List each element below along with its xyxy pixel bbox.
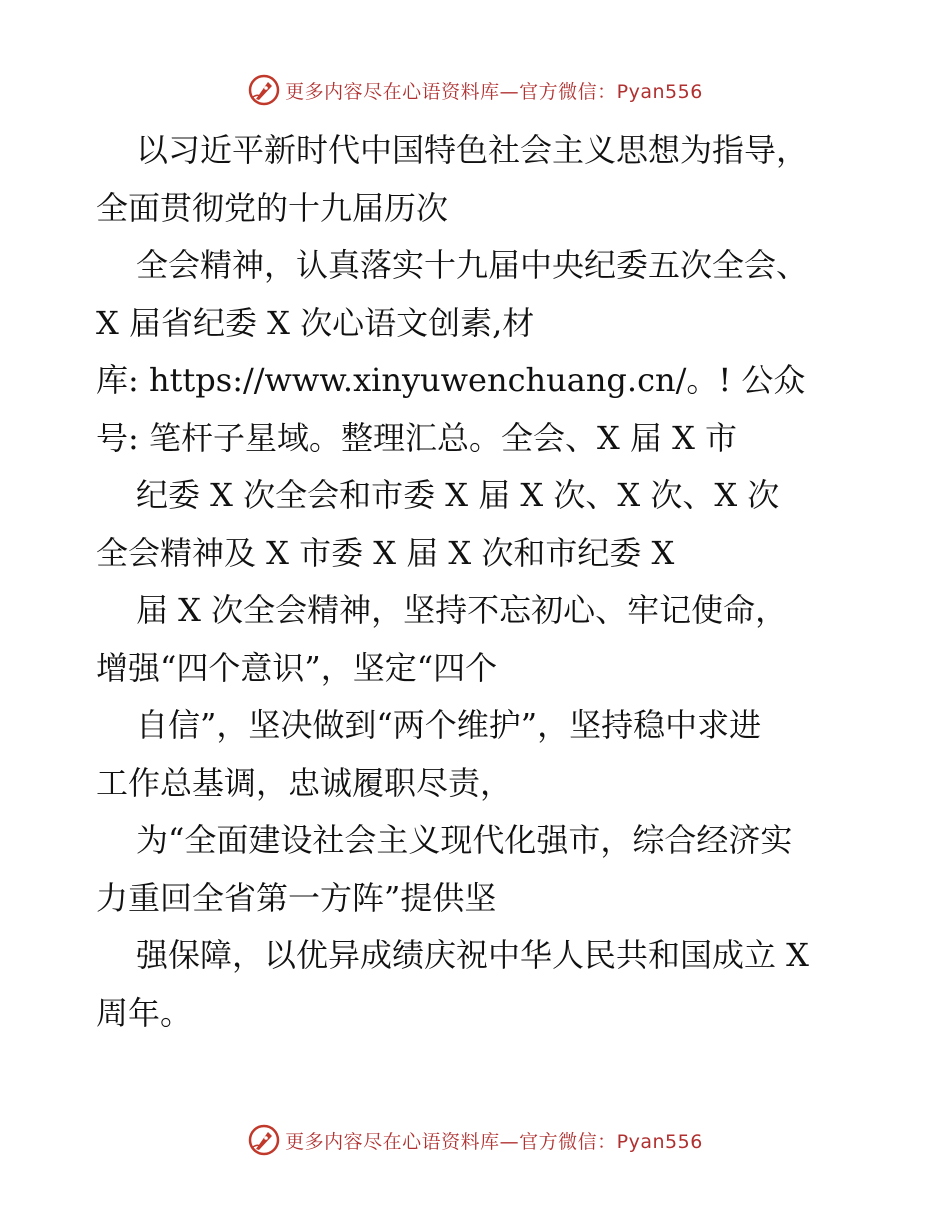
body-line: 周年。 <box>96 993 193 1032</box>
body-line: 全会精神及 X 市委 X 届 X 次和市纪委 X <box>96 533 675 572</box>
body-line: X 届省纪委 X 次心语文创素,材 <box>96 303 535 342</box>
body-line: 全面贯彻党的十九届历次 <box>96 188 449 227</box>
footer-banner <box>0 1122 950 1158</box>
header-banner-text: 更多内容尽在心语资料库—官方微信：Pyan556 <box>285 80 703 103</box>
body-line: 为“全面建设社会主义现代化强市，综合经济实 <box>136 821 793 859</box>
body-line: 工作总基调，忠诚履职尽责， <box>96 763 513 802</box>
body-line: 届 X 次全会精神，坚持不忘初心、牢记使命， <box>136 591 788 629</box>
document-body <box>96 122 876 1042</box>
body-line: 强保障，以优异成绩庆祝中华人民共和国成立 X <box>136 936 809 974</box>
pen-nib-logo-icon <box>247 73 281 107</box>
body-line: 库: https://www.xinyuwenchuang.cn/。! 公众 <box>96 361 806 399</box>
body-line: 号: 笔杆子星域。整理汇总。全会、X 届 X 市 <box>96 418 738 457</box>
pen-nib-logo-icon <box>247 1123 281 1157</box>
footer-banner-text: 更多内容尽在心语资料库—官方微信：Pyan556 <box>285 1130 703 1153</box>
body-line: 增强“四个意识”，坚定“四个 <box>96 648 498 687</box>
body-line: 力重回全省第一方阵”提供坚 <box>96 878 497 917</box>
body-line: 自信”，坚决做到“两个维护”，坚持稳中求进 <box>136 706 762 744</box>
body-line: 纪委 X 次全会和市委 X 届 X 次、X 次、X 次 <box>136 476 780 514</box>
header-banner <box>0 72 950 108</box>
body-line: 以习近平新时代中国特色社会主义思想为指导， <box>136 131 809 169</box>
body-line: 全会精神，认真落实十九届中央纪委五次全会、 <box>136 246 809 284</box>
